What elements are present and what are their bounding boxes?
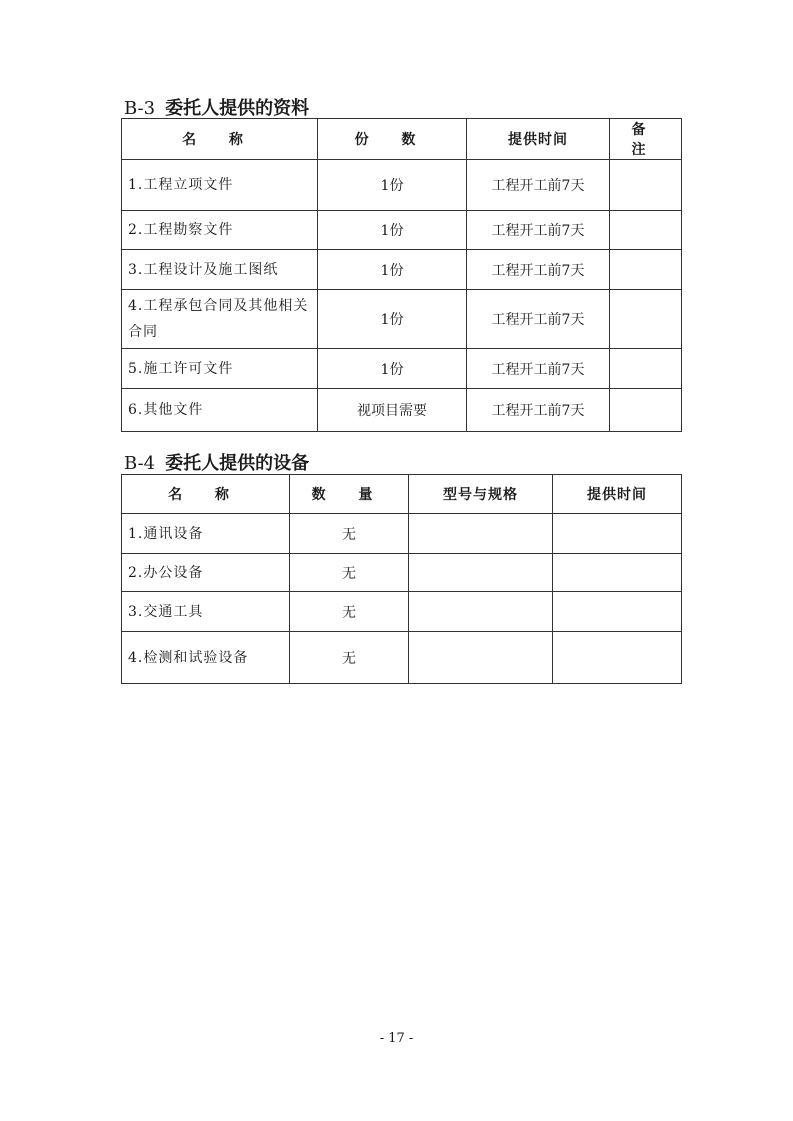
table-row — [122, 290, 682, 349]
cell-quantity: 视项目需要 — [318, 389, 467, 432]
table-header-row — [122, 119, 682, 160]
cell-name: 6.其他文件 — [122, 389, 318, 432]
section-code: B-3 — [124, 98, 156, 119]
cell-model — [409, 632, 553, 684]
cell-quantity: 1份 — [318, 349, 467, 389]
section-title-b4 — [124, 455, 309, 473]
cell-name: 4.工程承包合同及其他相关合同 — [122, 290, 318, 349]
cell-name: 3.工程设计及施工图纸 — [122, 250, 318, 290]
page-number: - 17 - — [379, 1031, 414, 1046]
cell-name: 5.施工许可文件 — [122, 349, 318, 389]
table-row — [122, 554, 682, 592]
table-row — [122, 514, 682, 554]
cell-quantity: 1份 — [318, 211, 467, 250]
cell-quantity: 无 — [290, 592, 409, 632]
column-header-notes: 备 注 — [610, 119, 682, 160]
cell-name: 1.工程立项文件 — [122, 160, 318, 211]
cell-notes — [610, 211, 682, 250]
cell-time: 工程开工前7天 — [467, 160, 610, 211]
equipment-table — [121, 474, 682, 684]
cell-model — [409, 514, 553, 554]
cell-time — [553, 592, 682, 632]
cell-model — [409, 592, 553, 632]
column-header-name: 名 称 — [122, 119, 318, 160]
cell-quantity: 1份 — [318, 290, 467, 349]
column-header-time: 提供时间 — [553, 475, 682, 514]
cell-notes — [610, 389, 682, 432]
column-header-name: 名 称 — [122, 475, 290, 514]
table-row — [122, 632, 682, 684]
column-header-model: 型号与规格 — [409, 475, 553, 514]
column-header-time: 提供时间 — [467, 119, 610, 160]
cell-notes — [610, 250, 682, 290]
column-header-quantity: 份 数 — [318, 119, 467, 160]
cell-time — [553, 554, 682, 592]
cell-notes — [610, 160, 682, 211]
cell-quantity: 无 — [290, 554, 409, 592]
table-header-row — [122, 475, 682, 514]
cell-quantity: 1份 — [318, 250, 467, 290]
section-title-b3 — [124, 100, 309, 118]
cell-notes — [610, 290, 682, 349]
cell-name: 3.交通工具 — [122, 592, 290, 632]
table-row — [122, 211, 682, 250]
cell-time: 工程开工前7天 — [467, 349, 610, 389]
cell-quantity: 无 — [290, 514, 409, 554]
cell-time: 工程开工前7天 — [467, 211, 610, 250]
cell-name: 2.办公设备 — [122, 554, 290, 592]
table-row — [122, 160, 682, 211]
cell-name: 1.通讯设备 — [122, 514, 290, 554]
cell-quantity: 无 — [290, 632, 409, 684]
cell-time: 工程开工前7天 — [467, 290, 610, 349]
cell-time — [553, 632, 682, 684]
table-row — [122, 250, 682, 290]
cell-name: 2.工程勘察文件 — [122, 211, 318, 250]
table-row — [122, 349, 682, 389]
cell-model — [409, 554, 553, 592]
table-row — [122, 389, 682, 432]
column-header-quantity: 数 量 — [290, 475, 409, 514]
documents-table — [121, 118, 682, 432]
section-heading: 委托人提供的设备 — [165, 453, 310, 474]
cell-notes — [610, 349, 682, 389]
cell-name: 4.检测和试验设备 — [122, 632, 290, 684]
section-code: B-4 — [124, 453, 156, 474]
table-row — [122, 592, 682, 632]
cell-time: 工程开工前7天 — [467, 250, 610, 290]
section-heading: 委托人提供的资料 — [165, 98, 310, 119]
cell-time: 工程开工前7天 — [467, 389, 610, 432]
cell-time — [553, 514, 682, 554]
cell-quantity: 1份 — [318, 160, 467, 211]
